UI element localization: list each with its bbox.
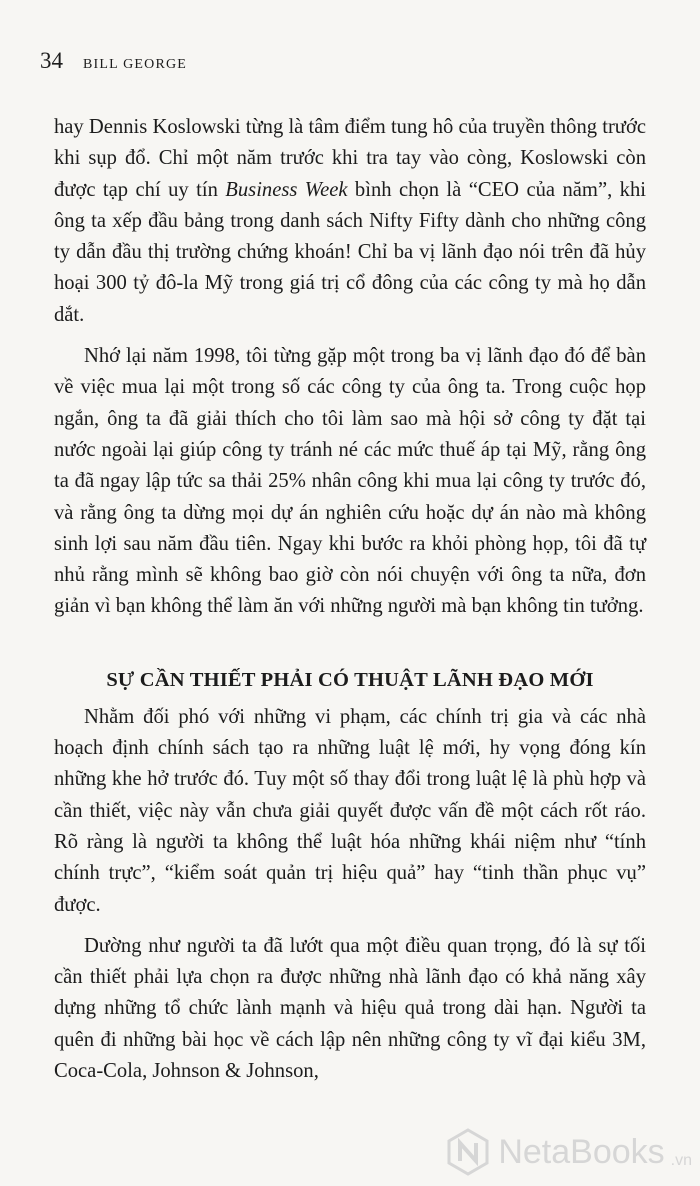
watermark-suffix: .vn xyxy=(670,1152,692,1169)
paragraph-1 xyxy=(54,112,646,331)
paragraph-1-start: hay Dennis Koslowski từng là tâm điểm tung hô của truyền thông trước khi sụp đổ. Chỉ một năm trước khi tra tay vào còng, Koslowski còn được tạp chí uy tín xyxy=(54,116,646,201)
netabooks-logo-icon xyxy=(444,1128,492,1176)
running-header xyxy=(40,48,187,74)
paragraph-1-end: bình chọn là “CEO của năm”, khi ông ta xếp đầu bảng trong danh sách Nifty Fifty dành cho những công ty dẫn đầu thị trường chứng khoán! Chỉ ba vị lãnh đạo nói trên đã hủy hoại 300 tỷ đô-la Mỹ trong giá trị cổ đông của các công ty mà họ dẫn dắt. xyxy=(54,178,646,326)
page-number: 34 xyxy=(40,48,63,73)
paragraph-3: Nhằm đối phó với những vi phạm, các chính trị gia và các nhà hoạch định chính sách tạo ra những luật lệ mới, hy vọng đóng kín những khe hở trước đó. Tuy một số thay đổi trong luật lệ là phù hợp và cần thiết, việc này vẫn chưa giải quyết được vấn đề một cách rốt ráo. Rõ ràng là người ta không thể luật hóa những khái niệm như “tính chính trực”, “kiểm soát quản trị hiệu quả” hay “tinh thần phục vụ” được. xyxy=(54,705,646,916)
magazine-title: Business Week xyxy=(225,178,348,201)
section-heading: SỰ CẦN THIẾT PHẢI CÓ THUẬT LÃNH ĐẠO MỚI xyxy=(106,668,594,691)
watermark xyxy=(444,1128,692,1176)
paragraph-4: Dường như người ta đã lướt qua một điều quan trọng, đó là sự tối cần thiết phải lựa chọn ra được những nhà lãnh đạo có khả năng xây dựng những tổ chức lành mạnh và hiệu quả trong dài hạn. Người ta quên đi những bài học về cách lập nên những công ty vĩ đại kiểu 3M, Coca-Cola, Johnson & Johnson, xyxy=(54,934,646,1083)
watermark-brand: NetaBooks xyxy=(498,1132,665,1171)
page-body xyxy=(54,112,646,1097)
running-header-author: BILL GEORGE xyxy=(83,57,188,72)
paragraph-2: Nhớ lại năm 1998, tôi từng gặp một trong ba vị lãnh đạo đó để bàn về việc mua lại một trong số các công ty của ông ta. Trong cuộc họp ngắn, ông ta đã giải thích cho tôi làm sao mà hội sở công ty đặt tại nước ngoài lại giúp công ty tránh né các mức thuế áp tại Mỹ, rằng ông ta đã ngay lập tức sa thải 25% nhân công khi mua lại công ty trước đó, và rằng ông ta dừng mọi dự án nghiên cứu hoặc dự án nào mà không sinh lợi sau năm đầu tiên. Ngay khi bước ra khỏi phòng họp, tôi đã tự nhủ rằng mình sẽ không bao giờ còn nói chuyện với ông ta nữa, đơn giản vì bạn không thể làm ăn với những người mà bạn không tin tưởng. xyxy=(54,345,646,618)
